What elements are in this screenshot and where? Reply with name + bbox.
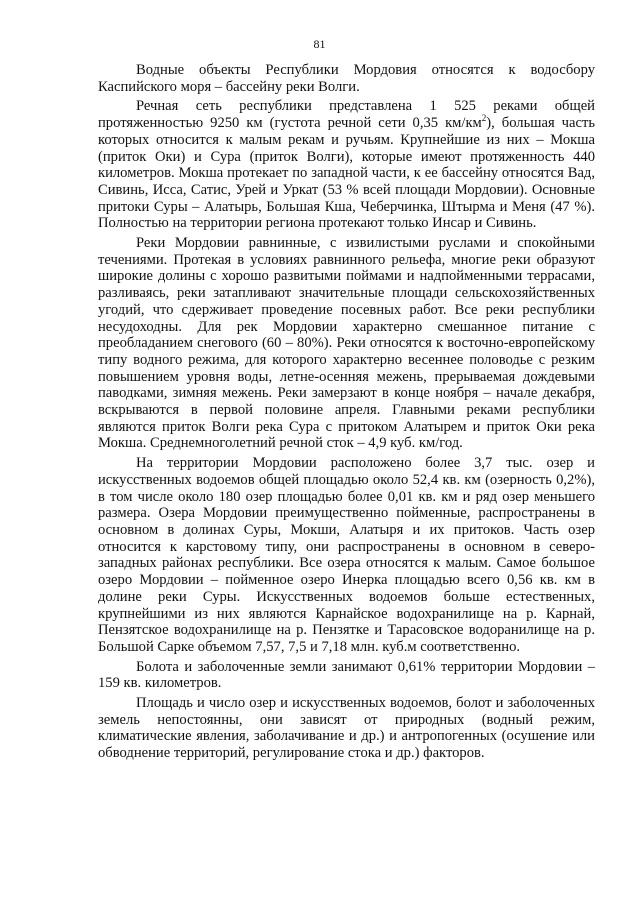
body-text — [98, 62, 595, 762]
page-number: 81 — [313, 37, 326, 51]
paragraph-2-part-1: Речная сеть республики представлена 1 525 реками общей протяженностью 9250 км (густота речной сети 0,35 км/км — [98, 98, 595, 132]
paragraph-4: На территории Мордовии расположено более 3,7 тыс. озер и искусственных водоемов общей площадью около 52,4 кв. км (озерность 0,2%), в том числе около 180 озер площадью более 0,01 кв. км и ряд озер меньшего размера. Озера Мордовии преимущественно пойменные, распространены в основном в долинах Суры, Мокши, Алатыря и их притоков. Часть озер относится к карстовому типу, они распространены в основном в северо-западных районах республики. Все озера относятся к малым. Самое большое озеро Мордовии – пойменное озеро Инерка площадью всего 0,56 кв. км в долине реки Суры. Искусственных водоемов больше естественных, крупнейшими из них являются Карнайское водохранилище на р. Карнай, Пензятское водохранилище на р. Пензятке и Тарасовское водоранилище на р. Большой Сарке объемом 7,57, 7,5 и 7,18 млн. куб.м соответственно. — [98, 455, 595, 655]
paragraph-1: Водные объекты Республики Мордовия относятся к водосбору Каспийского моря – бассейну реки Волги. — [98, 62, 595, 95]
paragraph-6: Площадь и число озер и искусственных водоемов, болот и заболоченных земель непостоянны, они зависят от природных (водный режим, климатические явления, заболачивание и др.) и антропогенных (осушение или обводнение территорий, регулирование стока и др.) факторов. — [98, 695, 595, 762]
paragraph-3: Реки Мордовии равнинные, с извилистыми руслами и спокойными течениями. Протекая в условиях равнинного рельефа, многие реки образуют широкие долины с хорошо развитыми поймами и надпойменными террасами, разливаясь, реки затапливают значительные площади сельскохозяйственных угодий, что сдерживает проведение посевных работ. Все реки республики несудоходны. Для рек Мордовии характерно смешанное питание с преобладанием снегового (60 – 80%). Реки относятся к восточно-европейскому типу водного режима, для которого характерно весеннее половодье с резким повышением уровня воды, летне-осенняя межень, прерываемая дождевыми паводками, зимняя межень. Реки замерзают в конце ноября – начале декабря, вскрываются в первой половине апреля. Главными реками республики являются приток Волги река Сура с притоком Алатырем и приток Оки река Мокша. Среднемноголетний речной сток – 4,9 куб. км/год. — [98, 235, 595, 452]
paragraph-5: Болота и заболоченные земли занимают 0,61% территории Мордовии – 159 кв. километров. — [98, 658, 595, 692]
paragraph-2 — [98, 98, 595, 232]
paragraph-2-part-2: ), большая часть которых относится к малым рекам и ручьям. Крупнейшие из них – Мокша (приток Оки) и Сура (приток Волги), которые имеют протяженность 440 километров. Мокша протекает по западной части, к ее бассейну относятся Вад, Сивинь, Исса, Сатис, Урей и Уркат (53 % всей площади Мордовии). Основные притоки Суры – Алатырь, Большая Кша, Чеберчинка, Штырма и Меня (47 %). Полностью на территории региона протекают только Инсар и Сивинь. — [98, 115, 595, 232]
superscript-2: 2 — [481, 113, 487, 124]
